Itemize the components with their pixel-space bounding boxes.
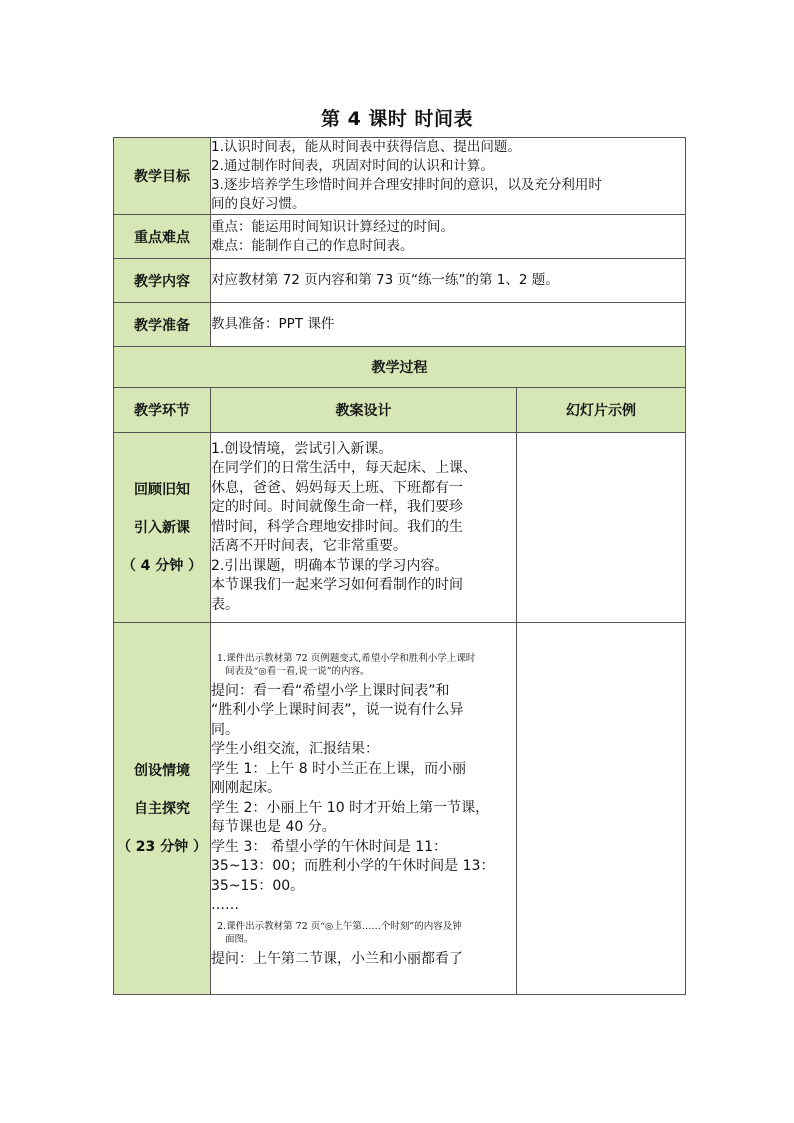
row-stage-2: [114, 623, 686, 995]
design-line: 学生 1：上午 8 时小兰正在上课，而小丽: [211, 760, 467, 777]
slide-caption-2: [211, 916, 516, 950]
goal-line: 间的良好习惯。: [211, 196, 306, 212]
stage-2-slides: [517, 623, 686, 995]
row-goals: [114, 138, 686, 215]
stage-1-slides: [517, 433, 686, 623]
caption-line: 2.课件出示教材第 72 页“◎上午第……个时刻”的内容及钟: [217, 920, 462, 932]
design-line: 提问：看一看“希望小学上课时间表”和: [211, 682, 450, 699]
row-prep: [114, 303, 686, 347]
row-keypoints: [114, 215, 686, 259]
row-process-header: [114, 347, 686, 388]
design-line: 同。: [211, 721, 239, 738]
design-line: “胜利小学上课时间表”，说一说有什么异: [211, 702, 464, 719]
design-line: 35~15：00。: [211, 877, 305, 894]
design-line: 休息，爸爸、妈妈每天上班、下班都有一: [211, 479, 463, 496]
keypoints-text: [211, 215, 686, 259]
label-goals: 教学目标: [114, 138, 211, 215]
keypoint-line: 重点：能运用时间知识计算经过的时间。: [211, 218, 454, 235]
caption-line: 间表及“◎看一看,说一说”的内容。: [225, 665, 370, 677]
label-content: 教学内容: [114, 259, 211, 303]
design-line: 惜时间，科学合理地安排时间。我们的生: [211, 518, 463, 535]
col-header-design: 教案设计: [211, 388, 517, 433]
stage-2-design: [211, 623, 517, 995]
design-line: 学生 2：小丽上午 10 时才开始上第一节课，: [211, 799, 490, 816]
design-line: 学生 3： 希望小学的午休时间是 11：: [211, 838, 448, 855]
design-line: 在同学们的日常生活中，每天起床、上课、: [211, 460, 477, 477]
stage-2-label: [114, 623, 211, 995]
content-text: 对应教材第 72 页内容和第 73 页“练一练”的第 1、2 题。: [211, 259, 686, 303]
stage-line: （ 4 分钟 ）: [121, 557, 203, 574]
design-line: 本节课我们一起来学习如何看制作的时间: [211, 577, 463, 594]
label-prep: 教学准备: [114, 303, 211, 347]
slide-caption-1: [211, 648, 516, 682]
row-column-headers: [114, 388, 686, 433]
caption-line: 面图。: [225, 933, 254, 945]
goals-text: [211, 138, 686, 215]
row-stage-1: [114, 433, 686, 623]
design-line: 活离不开时间表，它非常重要。: [211, 538, 407, 555]
design-line: 刚刚起床。: [211, 780, 281, 797]
design-line: ……: [211, 897, 239, 914]
stage-line: 回顾旧知: [134, 481, 190, 498]
stage-line: 引入新课: [134, 519, 190, 536]
stage-1-label: [114, 433, 211, 623]
stage-line: （ 23 分钟 ）: [116, 838, 208, 855]
keypoint-line: 难点：能制作自己的作息时间表。: [211, 237, 414, 254]
page-title: 第 4 课时 时间表: [320, 108, 474, 130]
process-header: 教学过程: [114, 347, 686, 388]
lesson-plan-table: [113, 137, 686, 995]
design-line: 35~13：00；而胜利小学的午休时间是 13：: [211, 858, 495, 875]
caption-line: 1.课件出示教材第 72 页例题变式,希望小学和胜利小学上课时: [217, 652, 476, 664]
design-line: 提问：上午第二节课，小兰和小丽都看了: [211, 950, 463, 967]
col-header-stage: 教学环节: [114, 388, 211, 433]
label-keypoints: 重点难点: [114, 215, 211, 259]
stage-line: 自主探究: [134, 800, 190, 817]
row-content: [114, 259, 686, 303]
goal-line: 3.逐步培养学生珍惜时间并合理安排时间的意识，以及充分利用时: [211, 177, 602, 193]
design-line: 2.引出课题，明确本节课的学习内容。: [211, 557, 449, 574]
stage-line: 创设情境: [134, 762, 190, 779]
design-line: 表。: [211, 596, 239, 613]
goal-line: 2.通过制作时间表，巩固对时间的认识和计算。: [211, 158, 494, 174]
stage-1-design: [211, 433, 517, 623]
design-line: 定的时间。时间就像生命一样，我们要珍: [211, 499, 463, 516]
design-line: 1.创设情境，尝试引入新课。: [211, 440, 393, 457]
col-header-slides: 幻灯片示例: [517, 388, 686, 433]
goal-line: 1.认识时间表，能从时间表中获得信息、提出问题。: [211, 139, 521, 155]
design-line: 每节课也是 40 分。: [211, 819, 336, 836]
prep-text: 教具准备：PPT 课件: [211, 303, 686, 347]
design-line: 学生小组交流，汇报结果：: [211, 741, 379, 758]
